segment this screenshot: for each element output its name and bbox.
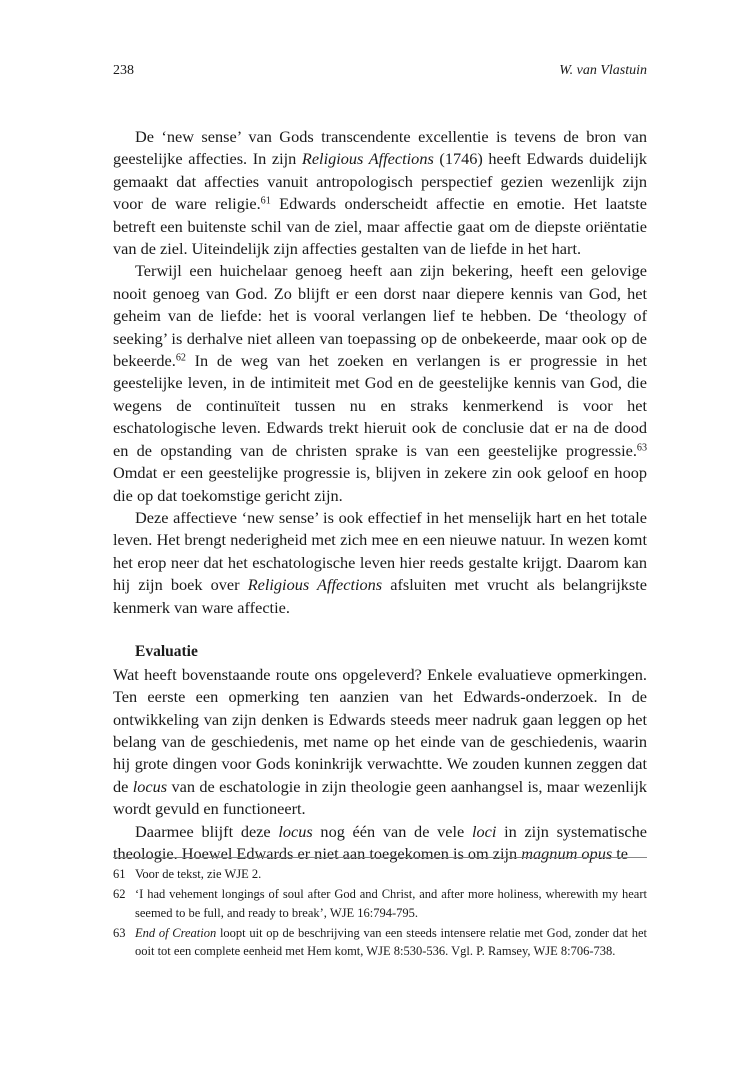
footnote-62: [113, 885, 647, 922]
footnote-text: ‘I had vehement longings of soul after God and Christ, and after more holiness, wherewith my heart seemed to be full, and ready to break’, WJE 16:794-795.: [135, 887, 647, 920]
paragraph-4: Wat heeft bovenstaande route ons opgeleverd? Enkele evaluatieve opmerkingen. Ten eerste een opmerking ten aanzien van het Edwards-onderzoek. In de ontwikkeling van zijn denken is Edwards steeds meer nadruk gaan leggen op het belang van de geschiedenis, met name op het einde van de geschiedenis, waarin hij grote dingen voor Gods koninkrijk verwachtte. We zouden kunnen zeggen dat de locus van de eschatologie in zijn theologie geen aanhangsel is, maar wezenlijk wordt gevuld en functioneert.: [113, 664, 647, 819]
footnote-number: 62: [113, 887, 126, 902]
footnote-number: 61: [113, 867, 126, 881]
body-text: [113, 126, 647, 865]
section-heading: Evaluatie: [135, 643, 198, 661]
footnote-text: End of Creation loopt uit op de beschrijving van een steeds intensere relatie met God, zonder dat het ooit tot een complete eenheid met Hem komt, WJE 8:530-536. Vgl. P. Ramsey, WJE 8:706-738.: [135, 925, 647, 959]
paragraph-2: Terwijl een huichelaar genoeg heeft aan zijn bekering, heeft een gelovige nooit genoeg van God. Zo blijft er een dorst naar diepere kennis van God, het geheim van de liefde: het is vooral verlangen lief te hebben. De ‘theology of seeking’ is derhalve niet alleen van toepassing op de onbekeerde, maar ook op de bekeerde.$^{62}$ In de weg van het zoeken en verlangen is er progressie in het geestelijke leven, in de intimiteit met God en de geestelijke kennis van God, die wegens de continuïteit tussen nu en straks kenmerkend is voor het eschatologische leven. Edwards trekt hieruit ook de conclusie dat er na de dood en de opstanding van de christen sprake is van een geestelijke progressie.$^{63}$ Omdat er een geestelijke progressie is, blijven in zekere zin ook geloof en hoop die op dat toekomstige gericht zijn.: [113, 261, 647, 505]
running-head: [113, 63, 647, 79]
footnote-divider: [113, 857, 647, 858]
footnote-number: 63: [113, 925, 126, 940]
footnote-ref-62[interactable]: 62: [175, 352, 186, 364]
running-head-author: W. van Vlastuin: [559, 63, 647, 78]
page-number: 238: [113, 63, 134, 78]
footnote-text: Voor de tekst, zie WJE 2.: [135, 867, 262, 881]
paragraph-1: De ‘new sense’ van Gods transcendente excellentie is tevens de bron van geestelijke affecties. In zijn Religious Affections (1746) heeft Edwards duidelijk gemaakt dat affecties vanuit antropologisch perspectief gezien wezenlijk zijn voor de ware religie.$^{61}$ Edwards onderscheidt affectie en emotie. Het laatste betreft een buitenste schil van de ziel, maar affectie gaat om de diepste oriëntatie van de ziel. Uiteindelijk zijn affecties gestalten van de liefde in het hart.: [113, 127, 647, 259]
paragraph-3: Deze affectieve ‘new sense’ is ook effectief in het menselijk hart en het totale leven. Het brengt nederigheid met zich mee en een nieuwe natuur. In wezen komt het erop neer dat het eschatologische leven hier reeds gestalte krijgt. Daarom kan hij zijn boek over Religious Affections afsluiten met vrucht als belangrijkste kenmerk van ware affectie.: [113, 507, 648, 617]
footnote-ref-61[interactable]: 61: [260, 195, 271, 207]
footnote-61: [113, 865, 647, 884]
footnotes: [113, 865, 647, 962]
footnote-ref-63[interactable]: 63: [636, 442, 647, 454]
paragraph-5: Daarmee blijft deze locus nog één van de vele loci in zijn systematische theologie. Hoewel Edwards er niet aan toegekomen is om zijn magnum opus te: [113, 821, 647, 863]
footnote-63: [113, 924, 647, 961]
